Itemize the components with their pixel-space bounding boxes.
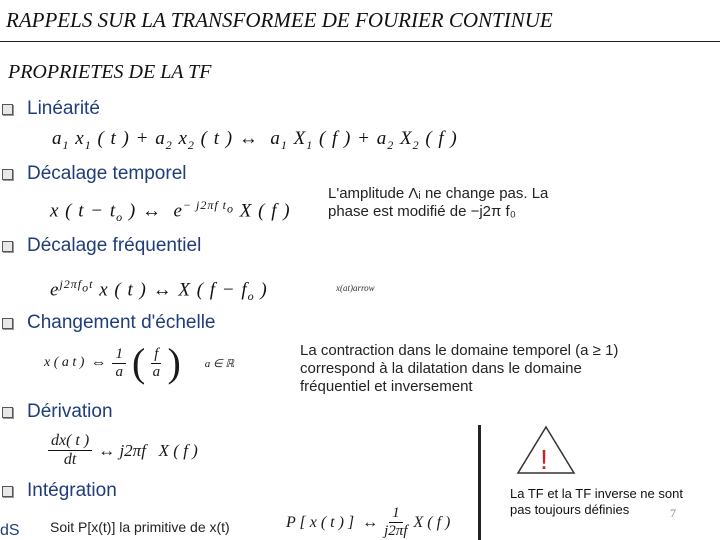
bullet-linearite — [2, 98, 100, 120]
heading-decalage-temporel: Décalage temporel — [27, 163, 187, 184]
bullet-decalage-frequentiel — [2, 235, 201, 257]
warning-line1: La TF et la TF inverse ne sont — [510, 486, 683, 501]
note-amplitude-line2: phase est modifié de −j2π f₀ — [328, 203, 516, 220]
page-number: 7 — [670, 506, 676, 520]
note-contraction-line1: La contraction dans le domaine temporel (a ≥ 1) — [300, 342, 619, 359]
formula-decalage-temporel: x ( $t - t_o$ ) ↔ $e^{- j2\pi f t_o}$ X ( f ) — [50, 198, 291, 225]
formula-changement-echelle: x ( a t ) ⇔ $\frac{1}{a}$ ( $\frac{f}{a}$ ) a ∈ ℝ — [44, 340, 235, 385]
bullet-icon — [2, 169, 13, 180]
bullet-icon — [2, 486, 13, 497]
formula-derivation: $\frac{dx( t )}{dt}$ ↔ j2πf X ( f ) — [48, 432, 198, 469]
heading-decalage-frequentiel: Décalage fréquentiel — [27, 235, 202, 256]
bullet-icon — [2, 318, 13, 329]
bullet-icon — [2, 407, 13, 418]
heading-changement-echelle: Changement d'échelle — [27, 312, 216, 333]
page-title: RAPPELS SUR LA TRANSFORMEE DE FOURIER CONTINUE — [6, 8, 553, 32]
note-contraction-line3: fréquentiel et inversement — [300, 378, 473, 395]
formula-integration: P [ x ( t ) ] ↔ $\frac{1}{j2\pi f}$ X ( f ) — [286, 505, 451, 539]
warning-note — [510, 486, 683, 518]
note-amplitude — [328, 185, 548, 221]
title-divider — [0, 41, 720, 42]
warning-line2: pas toujours définies — [510, 502, 630, 517]
heading-integration: Intégration — [27, 480, 117, 501]
formula-linearite: $a_1$ $x_1$ ( t ) + $a_2$ $x_2$ ( t ) ↔ $a_1$ $X_1$ ( f ) + $a_2$ $X_2$ ( f ) — [52, 128, 458, 152]
corner-fragment: dS — [0, 522, 20, 539]
section-subtitle: PROPRIETES DE LA TF — [8, 61, 212, 83]
vertical-divider — [478, 425, 481, 540]
bullet-changement-echelle — [2, 312, 215, 334]
bullet-integration — [2, 480, 117, 502]
note-primitive: Soit P[x(t)] la primitive de x(t) — [50, 519, 230, 535]
bullet-derivation — [2, 401, 113, 423]
note-contraction-line2: correspond à la dilatation dans le domaine — [300, 360, 582, 377]
warning-icon — [515, 424, 577, 476]
bullet-icon — [2, 241, 13, 252]
heading-linearite: Linéarité — [27, 98, 100, 119]
note-amplitude-line1: L'amplitude Λᵢ ne change pas. La — [328, 185, 549, 202]
heading-derivation: Dérivation — [27, 401, 113, 422]
bullet-decalage-temporel — [2, 163, 186, 185]
scale-snippet: x(at)arrow — [336, 283, 375, 293]
note-contraction — [300, 342, 618, 396]
bullet-icon — [2, 104, 13, 115]
formula-decalage-frequentiel: $e^{j2\pi f_ot}$ x ( t ) ↔ X ( $f - f_o$ ) — [50, 277, 268, 304]
warning-symbol: ! — [540, 444, 548, 475]
